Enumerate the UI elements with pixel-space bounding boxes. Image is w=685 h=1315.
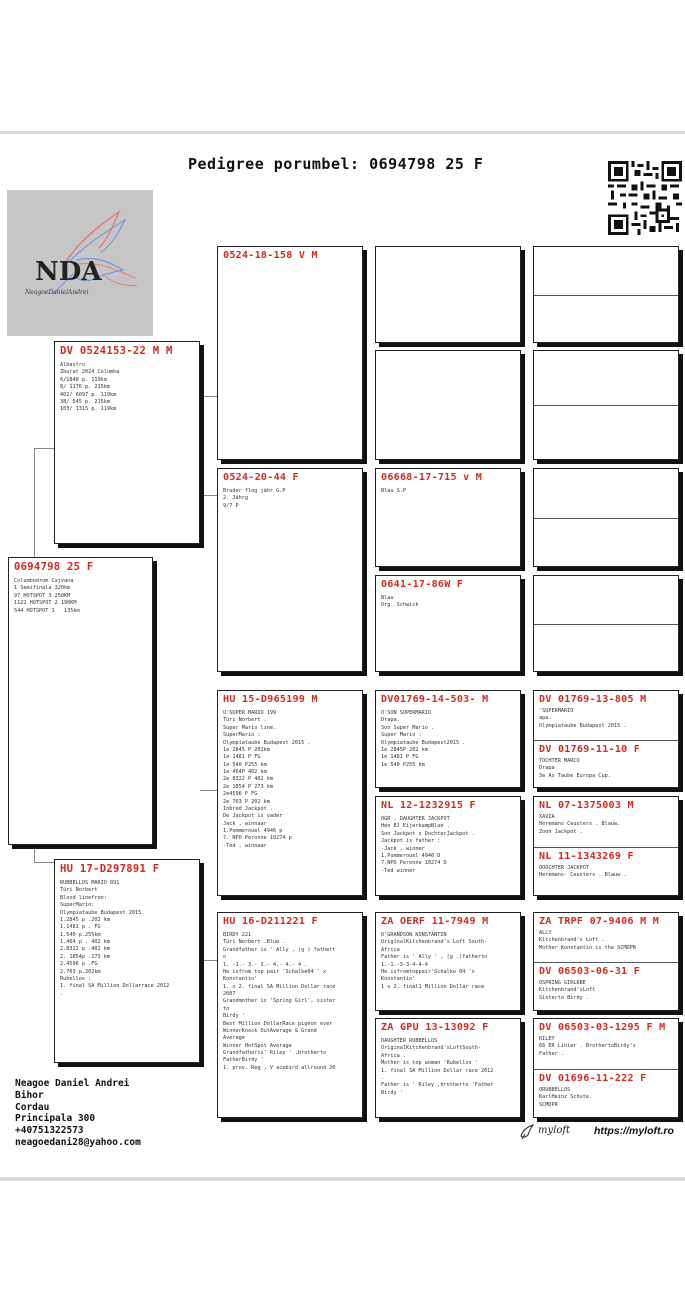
pigeon-ring-number: HU 17-D297891 F [60, 863, 160, 875]
pigeon-ring-number: ZA OERF 11-7949 M [381, 916, 489, 927]
connector-line [34, 448, 54, 449]
pedigree-card-g4-3[interactable] [533, 468, 679, 567]
owner-city: Cordau [15, 1101, 50, 1113]
pigeon-notes: TOCHTER MARCO Drapa 3e As Taube Europa Cup. [539, 758, 611, 779]
pigeon-notes: BIRDY 221 Türi Norbert .Blue . Grandfather is ' Ally , (g ) fathert o 1. -1.- 3.- 3.- 4.- 4.- 4 . He isfrom top pair 'Schalke04 ' x Konstantin' 1. x 2. final SA Million Dollar race 2007 Grandmother is 'Spring Girl', sister to Birdy ' Best Million DollarRace pigeon ever WinnerKnock OutAverage & Grand Average Winner HotSpot Average Grandfatheris' Riley ' ,brotherto FatherBirdy ' 1. prov. Reg , V acebird allround 20 [223, 932, 336, 1071]
sire-card[interactable] [54, 341, 200, 544]
pedigree-card-g4-2[interactable] [533, 350, 679, 460]
subject-pigeon-card[interactable] [8, 557, 153, 845]
dam-dam-card[interactable] [217, 912, 363, 1118]
owner-county: Bihor [15, 1089, 44, 1101]
card-divider [534, 518, 678, 519]
pedigree-card-g4-7[interactable] [533, 912, 679, 1011]
pigeon-notes: Blau Org. Schwick [381, 595, 419, 609]
pigeon-ring-number: NL 07-1375003 M [539, 800, 634, 811]
pigeon-ring-number: NL 12-1232915 F [381, 800, 476, 811]
pedigree-card-g3-5[interactable] [375, 690, 521, 788]
connector-line [34, 862, 54, 863]
pigeon-ring-number: 0641-17-86W F [381, 579, 464, 590]
pedigree-card-g4-4[interactable] [533, 575, 679, 672]
connector-line [200, 960, 217, 961]
pigeon-notes: Bruder flog jähr G.P 2. Jährg 9/7 P [223, 488, 286, 509]
logo-monogram: NDA [35, 257, 102, 287]
pigeon-ring-number: 0694798 25 F [14, 561, 94, 573]
card-divider [534, 405, 678, 406]
pedigree-card-g4-5[interactable] [533, 690, 679, 788]
pigeon-notes: OOOCHTER JACKPOT Heremans- Ceusters . Blauw . [539, 865, 627, 879]
breeder-logo [7, 190, 153, 336]
dam-sire-card[interactable] [217, 690, 363, 896]
connector-line [200, 495, 217, 496]
sheet-bottom-edge [0, 1177, 685, 1181]
logo-caption: NeagoeDanielAndrei [25, 289, 89, 296]
pedigree-card-g3-2[interactable] [375, 350, 521, 460]
pedigree-card-g4-6[interactable] [533, 796, 679, 896]
pigeon-ring-number: HU 15-D965199 M [223, 694, 318, 705]
connector-line [200, 396, 217, 397]
owner-phone[interactable]: +40751322573 [15, 1125, 84, 1137]
pigeon-ring-number: 06668-17-715 v M [381, 472, 483, 483]
myloft-bird-icon [519, 1124, 537, 1140]
top-margin [0, 0, 685, 132]
card-divider [534, 295, 678, 296]
pigeon-notes: O'SUPER MARIO 199 Türi Norbert . Super Mario line. SuperMario : Olympiataube Budapest 2015 . 1e 2845 P 202km 1e 1481 P FG 1e 540 P255 km 1e 464P 402 km 2e 8322 P 402 km 2e 1854 P 273 km 2e4596 P FG 2e 763 P 202 km Inbred Jackpot . De Jackpot is vader Jack , winnaar 1.Pommerouel 4946 p 7. NPO Peronne 10274 p -Ted , winnaar [223, 710, 311, 849]
pigeon-notes: Albastru Zburat 2024 Columba 6/1848 p. 119km 8/ 1176 p. 215km 402/ 6097 p. 119km 38/ 545 p. 215km 103/ 1315 p. 119km [60, 362, 120, 413]
owner-contact-block [15, 1078, 141, 1149]
owner-email[interactable]: neagoedani28@yahoo.com [15, 1136, 141, 1148]
sheet-top-edge [0, 131, 685, 134]
pigeon-notes: 'SUPERMARIO apa. Olympiataube Budapest 2015 . [539, 708, 627, 729]
pigeon-ring-number: DV 01769-11-10 F [539, 744, 641, 755]
pigeon-notes: XAVIA Heremans Ceusters . Blauw. Zoon Jackpot . [539, 814, 621, 835]
pedigree-card-g4-1[interactable] [533, 246, 679, 343]
pedigree-card-g3-8[interactable] [375, 1018, 521, 1118]
brand-url-link[interactable]: https://myloft.ro [594, 1125, 674, 1137]
connector-line [34, 848, 35, 862]
pedigree-card-g3-4[interactable] [375, 575, 521, 672]
page-title: Pedigree porumbel: 0694798 25 F [188, 155, 484, 173]
brand-name: myloft [538, 1125, 571, 1136]
pigeon-ring-number: DV 0524153-22 M M [60, 345, 173, 357]
pigeon-notes: DAUGHTER RUBBELLOS OriginalKitchenbrand'sLoftSouth- Africa . Mother is top woman 'Rubellos ' 1. final SA Million Dollar race 2012 . Father is ' Riley ,brotherto 'Father Birdy ' [381, 1038, 494, 1096]
card-divider [534, 624, 678, 625]
pedigree-card-g3-1[interactable] [375, 246, 521, 343]
pedigree-card-g3-7[interactable] [375, 912, 521, 1011]
pedigree-card-g4-8[interactable] [533, 1018, 679, 1118]
pigeon-notes: OSPRING GIRLRBE Kitchenbrand'sLoft Sisterto Birdy . [539, 980, 596, 1001]
pigeon-notes: Columbodrom Cajvana 1 Semifinala 320km 97 HOTSPOT 3 250KM 1122 HOTSPOT 2 190KM 544 HOTSPOT 1 135km [14, 578, 80, 614]
dam-card[interactable] [54, 859, 200, 1063]
qr-code[interactable] [608, 160, 682, 236]
pigeon-notes: O'SON SUPERMARIO Drapa. Son Super Mario . Super Mario : Olympiataube Budapest2015 . 1e 2845P 202 km 1e 1481 P FG 1e 540 P255 km [381, 710, 466, 768]
pigeon-notes: ORUBBELLOS KarlHeinz Schute. SCMDPR [539, 1087, 593, 1108]
pigeon-notes: RUBBELLOS MARIO 891 Türi Norbert Blood linefron: SuperMario: Olympiataube Budapest 2015. 1.2845 p .202 km 1.1481 p . FG 1.540 p.255km 1.464 p . 402 km 2.8322 p .402 km 2. 1854p .273 km 2.4596 p .FG 2.763 p.202km Rubellos : 1. final SA Million Dollarrace 2012 . [60, 880, 170, 997]
pigeon-ring-number: ZA GPU 13-13092 F [381, 1022, 489, 1033]
sire-sire-card[interactable] [217, 246, 363, 460]
pigeon-ring-number: HU 16-D211221 F [223, 916, 318, 927]
pigeon-ring-number: DV 06503-03-1295 F M [539, 1022, 666, 1033]
pigeon-notes: O'GRANDSON KONSTANTIN OriginalKitchenbrand's Loft South- Africa Father is ' Ally ' , (g .)fatherto 1.-1.-3-3-4-4-4 He isfromtoppair'Schalke 04 'x Konstantin' 1 x 2. final1 Million Dollar race [381, 932, 488, 990]
pigeon-ring-number: DV 01696-11-222 F [539, 1073, 647, 1084]
pedigree-card-g3-6[interactable] [375, 796, 521, 896]
owner-street: Principala 300 [15, 1113, 96, 1125]
pigeon-ring-number: DV 06503-06-31 F [539, 966, 641, 977]
pigeon-notes: Blau S.P [381, 488, 406, 494]
pigeon-notes: RILEY 66 ER Linier . BrothertoBirdy's Father . [539, 1036, 636, 1057]
dove-logo-icon [7, 190, 153, 336]
pigeon-ring-number: 0524-18-158 V M [223, 250, 318, 261]
sire-dam-card[interactable] [217, 468, 363, 672]
pigeon-ring-number: 0524-20-44 F [223, 472, 299, 483]
pigeon-ring-number: NL 11-1343269 F [539, 851, 634, 862]
pigeon-ring-number: DV 01769-13-805 M [539, 694, 647, 705]
connector-line [200, 790, 217, 791]
pigeon-notes: OGR . DAUGHTER JACKPOT Hen EJ EijerkampBlue . Son Jackpot x DochterJackpot . Jackpot is father : -Jack , winner 1.Pommerouel 4946 D 7.NPO Peronne 10274 D -Ted winner [381, 816, 475, 874]
pigeon-ring-number: DV01769-14-503- M [381, 694, 489, 705]
pedigree-card-g3-3[interactable] [375, 468, 521, 567]
connector-line [34, 448, 35, 560]
pigeon-notes: ALLY Kitchenbrand's Loft . Mother Konstantin is the SCMDPR [539, 930, 636, 951]
pigeon-ring-number: ZA TRPF 07-9406 M M [539, 916, 660, 927]
owner-name: Neagoe Daniel Andrei [15, 1078, 130, 1089]
